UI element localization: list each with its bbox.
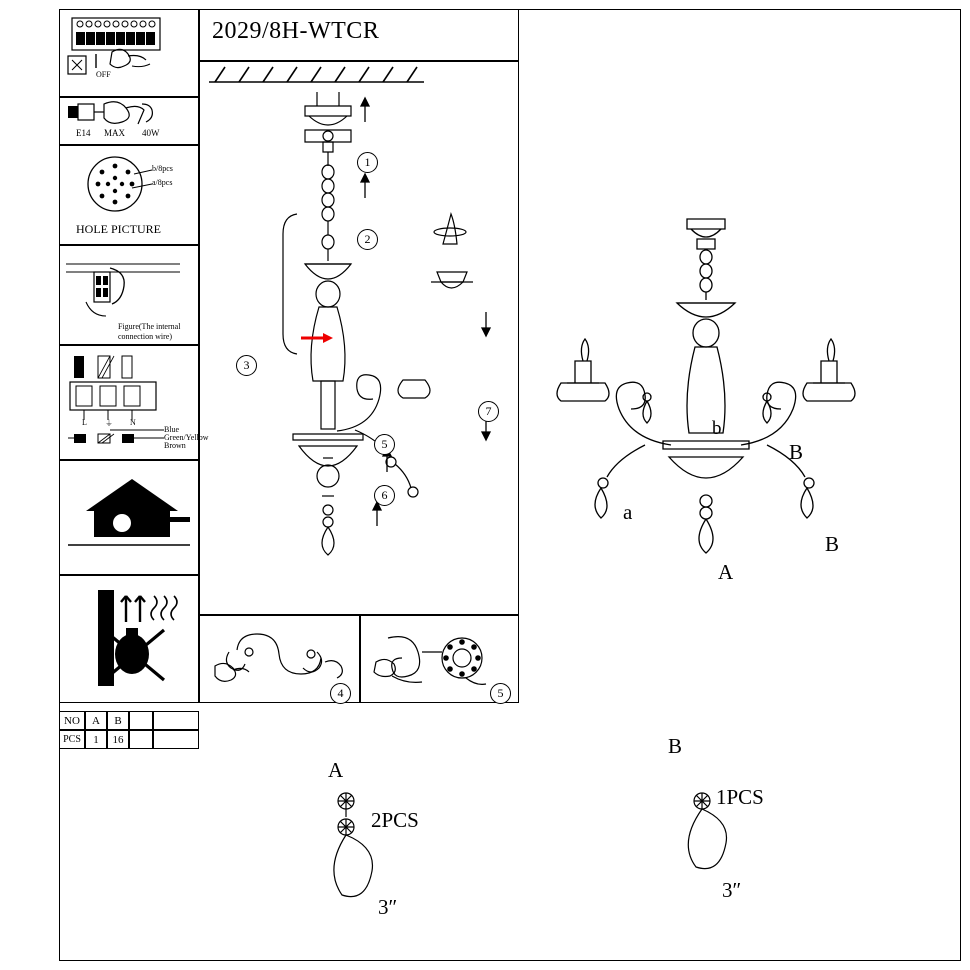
callout-b: b/8pcs <box>152 164 173 173</box>
label-A: A <box>718 560 734 584</box>
terminal-block-icon <box>60 10 198 96</box>
table-header-d <box>153 711 199 730</box>
table-cell-b: 16 <box>107 730 129 749</box>
part-a-letter: A <box>328 758 344 782</box>
part-a-qty: 2PCS <box>371 808 419 832</box>
no-heat-source-icon <box>60 576 198 702</box>
label-b: b <box>712 418 722 439</box>
part-b-letter: B <box>668 734 683 758</box>
red-indicator <box>301 333 333 343</box>
part-b-size: 3″ <box>722 878 742 902</box>
callout-a: a/8pcs <box>152 178 173 187</box>
left-cell-hole-picture <box>59 145 199 245</box>
table-cell-d <box>153 730 199 749</box>
step-number-7: 7 <box>478 401 499 422</box>
left-cell-power-switch <box>59 9 199 97</box>
label-B-2: B <box>825 532 840 556</box>
table-header-no: NO <box>59 711 85 730</box>
ceiling-hatch <box>209 66 424 83</box>
step-number-5: 5 <box>374 434 395 455</box>
table-header-a: A <box>85 711 107 730</box>
step-number-4: 4 <box>330 683 351 704</box>
step-number-6: 6 <box>374 485 395 506</box>
table-cell-a: 1 <box>85 730 107 749</box>
wire-blue-label: Blue <box>164 425 180 434</box>
figure-caption-line2: connection wire) <box>118 332 172 341</box>
step-number-1: 1 <box>357 152 378 173</box>
wire-green-yellow-label: Green/Yellow <box>164 433 209 442</box>
left-cell-no-heat <box>59 575 199 703</box>
left-cell-terminal-wiring <box>59 345 209 460</box>
figure-caption-line1: Figure(The internal <box>118 322 181 331</box>
assembled-chandelier-view <box>545 205 905 605</box>
page-title: 2029/8H-WTCR <box>212 18 380 44</box>
indoor-house-icon <box>60 461 198 574</box>
terminal-N-label: N <box>130 418 136 427</box>
step-5-illustration <box>366 622 514 696</box>
step-number-5b: 5 <box>490 683 511 704</box>
wattage-label: 40W <box>142 128 160 138</box>
part-b-qty: 1PCS <box>716 785 764 809</box>
part-a-illustration <box>322 785 412 920</box>
max-label: MAX <box>104 128 126 138</box>
terminal-L-label: L <box>82 418 87 427</box>
socket-type-label: E14 <box>76 128 91 138</box>
table-cell-c <box>129 730 153 749</box>
left-cell-internal-wire <box>59 245 199 345</box>
step-number-2: 2 <box>357 229 378 250</box>
step-number-3: 3 <box>236 355 257 376</box>
wire-brown-label: Brown <box>164 441 186 450</box>
label-a: a <box>623 500 633 524</box>
table-header-c <box>129 711 153 730</box>
label-B-1: B <box>789 440 804 464</box>
table-row-label: PCS <box>59 730 85 749</box>
hole-picture-caption: HOLE PICTURE <box>76 222 161 236</box>
left-cell-lamp-spec <box>59 97 199 145</box>
table-header-b: B <box>107 711 129 730</box>
terminal-earth-label: ⏚ <box>105 419 113 428</box>
switch-off-label: OFF <box>96 70 111 79</box>
part-a-size: 3″ <box>378 895 398 919</box>
left-cell-indoor-use <box>59 460 199 575</box>
